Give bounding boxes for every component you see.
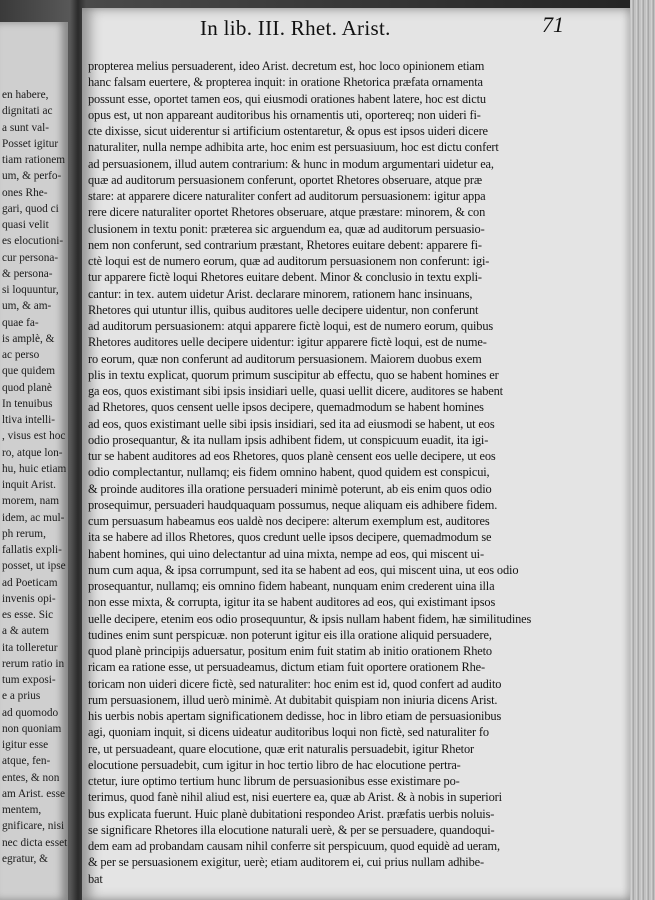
text-line: quæ ad auditorum persuasionem conferunt, oportet Rhetores obseruare, atque præ <box>88 172 482 187</box>
text-line: dem eam ad probandam causam nihil conferre sit perspicuum, quod equidè ad ueram, <box>88 839 500 853</box>
text-line: ricam ea ratione esse, ut persuadeamus, dictum etiam fuit oportere orationem Rhe- <box>88 660 485 675</box>
left-page-line: morem, nam <box>2 495 60 508</box>
left-page-line: Posset igitur <box>2 137 59 150</box>
text-line: clusionem in textu ponit: præterea sic arguendum ea, quæ ad auditorum persuasio- <box>88 221 485 236</box>
left-page-line: es elocutioni- <box>2 235 64 248</box>
text-line: ad auditorum persuasionem: atqui apparere fictè loqui, est de numero eorum, quibus <box>88 319 494 333</box>
left-page-line: que quidem <box>2 365 56 378</box>
text-line: his uerbis nobis apertam significationem dedisse, hoc in libro etiam de persuasionibus <box>88 709 502 723</box>
running-head: In lib. III. Rhet. Arist. <box>200 16 391 40</box>
left-page-line: ph rerum, <box>2 527 46 540</box>
text-line: num cum aqua, & ipsa corrumpunt, sed ita se habent ad eos, qui miscent uina, ut eos odio <box>88 562 519 577</box>
text-line: prosequantur, nullamq; eis omnino fidem habeant, nunquam enim crederent uina illa <box>88 579 495 593</box>
left-page-line: e a prius <box>2 690 41 703</box>
text-line: bus explicata fuerunt. Huic planè dubitationi respondeo Arist. præfatis uerbis noluis- <box>88 806 495 821</box>
left-page-line: cur persona- <box>2 251 59 264</box>
left-page-line: inquit Arist. <box>2 479 56 491</box>
left-page-line: idem, ac mul- <box>2 511 65 524</box>
text-line: bat <box>88 871 103 886</box>
left-page-line: ro, atque lon- <box>2 446 63 459</box>
left-page-line: ac perso <box>2 349 40 361</box>
text-line: uelle decipere, etenim eos odio prosequuntur, & ipsis nullam habent fidem, hæ similitudines <box>88 611 532 626</box>
page-edges <box>630 0 655 900</box>
text-line: hanc falsam euertere, & propterea inquit: in oratione Rhetorica præfata ornamenta <box>88 75 483 90</box>
left-page-line: & persona- <box>2 267 53 280</box>
text-line: tur se habent auditores ad eos Rhetores, quos planè censent eos uelle decipere, ut eos <box>88 449 496 463</box>
text-line: rum persuasionem, illud uerò minimè. At dubitabit quispiam non iniuria dicens Arist. <box>88 692 498 707</box>
text-line: habent homines, qui uino delectantur ad uina mixta, nempe ad eos, qui miscent ui- <box>88 546 484 561</box>
left-page-line: rerum ratio in <box>2 657 65 670</box>
left-page-line: atque, fen- <box>2 755 51 768</box>
text-line: rere dicere naturaliter oportet Rhetores obseruare, atque præstare: minorem, & con <box>88 205 486 220</box>
text-line: elocutione persuadebit, cum igitur in hoc tertio libro de hac elocutione pertra- <box>88 757 461 772</box>
left-page-line <box>0 38 68 54</box>
left-page-line: entes, & non <box>2 771 60 784</box>
text-line: stare: at apparere dicere naturaliter confert ad auditorum persuasionem: igitur appa <box>88 189 486 203</box>
text-line: ga eos, quos existimant sibi ipsis insidiari uelle, quasi uellit dicere, auditores se habent <box>88 384 503 398</box>
text-line: ad Rhetores, quos censent uelle ipsos decipere, quemadmodum se habent homines <box>88 400 484 415</box>
text-line: ctè loqui est de numero eorum, quæ ad auditorum persuasionem non conferunt: igi- <box>88 254 490 268</box>
left-page-line: is amplè, & <box>2 332 55 345</box>
left-page-line: ita tolleretur <box>2 641 58 654</box>
text-line: Rhetores auditores uelle decipere uidentur: igitur apparere fictè loqui, est de nume- <box>88 335 487 350</box>
text-line: tur apparere fictè loqui Rhetores euitare debent. Minor & conclusio in textu expli- <box>88 270 482 285</box>
left-page-line: hu, huic etiam <box>2 462 67 475</box>
left-page-line: fallatis expli- <box>2 544 62 556</box>
left-page-line: si loquuntur, <box>2 284 59 296</box>
left-page-line: igitur esse <box>2 739 49 751</box>
text-line: nem non conferunt, sed contrarium præstant, Rhetores euitare debent: apparere fi- <box>88 237 482 252</box>
left-page-line: , visus est hoc <box>2 430 66 443</box>
left-page-line: non quoniam <box>2 722 62 735</box>
left-page-line: ad quomodo <box>2 706 59 719</box>
text-line: tudines enim sunt perspicuæ. non poterunt igitur eis illa oratione aliquid persuadere, <box>88 627 492 642</box>
left-page-line: es esse. Sic <box>2 609 54 621</box>
text-line: ro eorum, quæ non conferunt ad auditorum persuasionem. Maiorem duobus exem <box>88 351 482 366</box>
left-page-line: ones Rhe- <box>2 186 48 199</box>
left-page-line: mentem, <box>2 804 42 816</box>
left-page-line: gnificare, nisi <box>2 820 65 833</box>
left-page-line: ad Poeticam <box>2 576 58 589</box>
text-line: ita se habere ad illos Rhetores, quos credunt uelle ipsos decipere, quemadmodum se <box>88 530 492 545</box>
body-text <box>88 58 620 887</box>
text-line: non esse mixta, & corrupta, igitur ita se habent auditores ad eos, qui existimant ipsos <box>88 595 496 610</box>
left-page-line: invenis opi- <box>2 592 56 605</box>
left-page-line: quod planè <box>2 381 52 394</box>
text-line: cantur: in tex. autem uidetur Arist. declarare minorem, rationem hanc insinuans, <box>88 286 473 301</box>
left-page-line: ltiva intelli- <box>2 414 56 426</box>
page-number: 71 <box>542 12 564 37</box>
text-line: propterea melius persuaderent, ideo Arist. decretum est, hoc loco opinionem etiam <box>88 59 485 73</box>
text-line: & per se persuasionem exigitur, uerè; etiam auditorem ei, cui prius nullam adhibe- <box>88 855 484 870</box>
left-page-line: posset, ut ipse <box>2 560 66 573</box>
text-line: agi, quoniam inquit, si dicens uideatur auditoribus loqui non fictè, sed naturaliter fo <box>88 725 489 740</box>
text-line: plis in textu explicat, quorum primum suscipitur ab effectu, quo se habent homines er <box>88 367 499 382</box>
left-page-line: dignitati ac <box>2 105 53 118</box>
text-line: naturaliter, nulla nempe adhibita arte, hoc enim est persuasiuum, hoc est dictu confert <box>88 140 499 155</box>
text-line: cte dixisse, sicut uiderentur si artificium ostentaretur, & opus est ipsos uideri dicere <box>88 124 488 138</box>
text-line: opus est, ut non appareant auditoribus his ornamentis uti, oportereq; non uideri fi- <box>88 107 481 122</box>
left-page-line: tiam rationem <box>2 154 66 166</box>
text-line: cum persuasum habeamus eos ualdè nos decipere: alterum exemplum est, auditores <box>88 514 490 528</box>
right-page <box>82 8 630 900</box>
left-page-line: am Arist. esse <box>2 787 66 800</box>
text-line: re, ut persuadeant, quare elocutione, quæ erit naturalis persuadebit, igitur Rhetor <box>88 741 474 756</box>
left-page-line: tum exposi- <box>2 674 56 686</box>
text-line: Rhetores qui utuntur illis, quibus auditores uelle decipere uidentur, non conferunt <box>88 302 479 317</box>
text-line: odio complectantur, nullamq; eis fidem omnino habent, quod quidem est conspicui, <box>88 465 490 480</box>
text-line: toricam non uideri dicere fictè, sed naturaliter: hoc enim est id, quod confert ad audito <box>88 676 502 691</box>
left-page-line <box>0 22 68 38</box>
left-page-line: quae fa- <box>2 316 39 329</box>
text-line: & proinde auditores illa oratione persuaderi minimè poterunt, ab eis enim quos odio <box>88 481 492 496</box>
left-page-line: egratur, & <box>2 852 48 865</box>
left-page-line: en habere, <box>2 89 49 101</box>
left-page-line: gari, quod ci <box>2 202 59 215</box>
left-page-line: quasi velit <box>2 219 49 231</box>
text-line: se significare Rhetores illa elocutione naturali uerè, & per se persuadere, quandoqui- <box>88 822 495 837</box>
left-page-line: In tenuibus <box>2 397 53 410</box>
text-line: ad eos, quos existimant uelle sibi ipsis insidiari, sed ita ad eiusmodi se habent, ut eos <box>88 416 495 431</box>
left-page-line: nec dicta esset <box>2 836 68 849</box>
text-line: odio prosequantur, & ita nullam ipsis adhibent fidem, ut conspicuum euadit, ita igi- <box>88 432 489 447</box>
text-line: ctetur, iure optimo tertium hunc librum de persuasionibus esse existimare po- <box>88 774 460 788</box>
text-line: terimus, quod fanè nihil aliud est, nisi euertere ea, quæ ab Arist. & à nobis in superiori <box>88 790 502 805</box>
left-page <box>0 22 68 900</box>
text-line: prosequimur, persuaderi haudquaquam possumus, neque aliquam eis adhibere fidem. <box>88 497 498 512</box>
text-line: possunt esse, oportet tamen eos, qui eiusmodi orationes habent latere, hoc est dictu <box>88 91 486 106</box>
left-page-line <box>0 55 68 71</box>
text-line: quod planè principijs aduersatur, positum enim fuit statim ab initio orationem Rheto <box>88 644 492 658</box>
left-page-line: a sunt val- <box>2 121 50 134</box>
left-page-line: a & autem <box>2 625 50 638</box>
left-page-line: um, & am- <box>2 300 52 313</box>
text-line: ad persuasionem, illud autem contrarium: & hunc in modum argumentari uidetur ea, <box>88 156 494 171</box>
left-page-line <box>0 71 68 87</box>
left-page-line: um, & perfo- <box>2 170 62 183</box>
